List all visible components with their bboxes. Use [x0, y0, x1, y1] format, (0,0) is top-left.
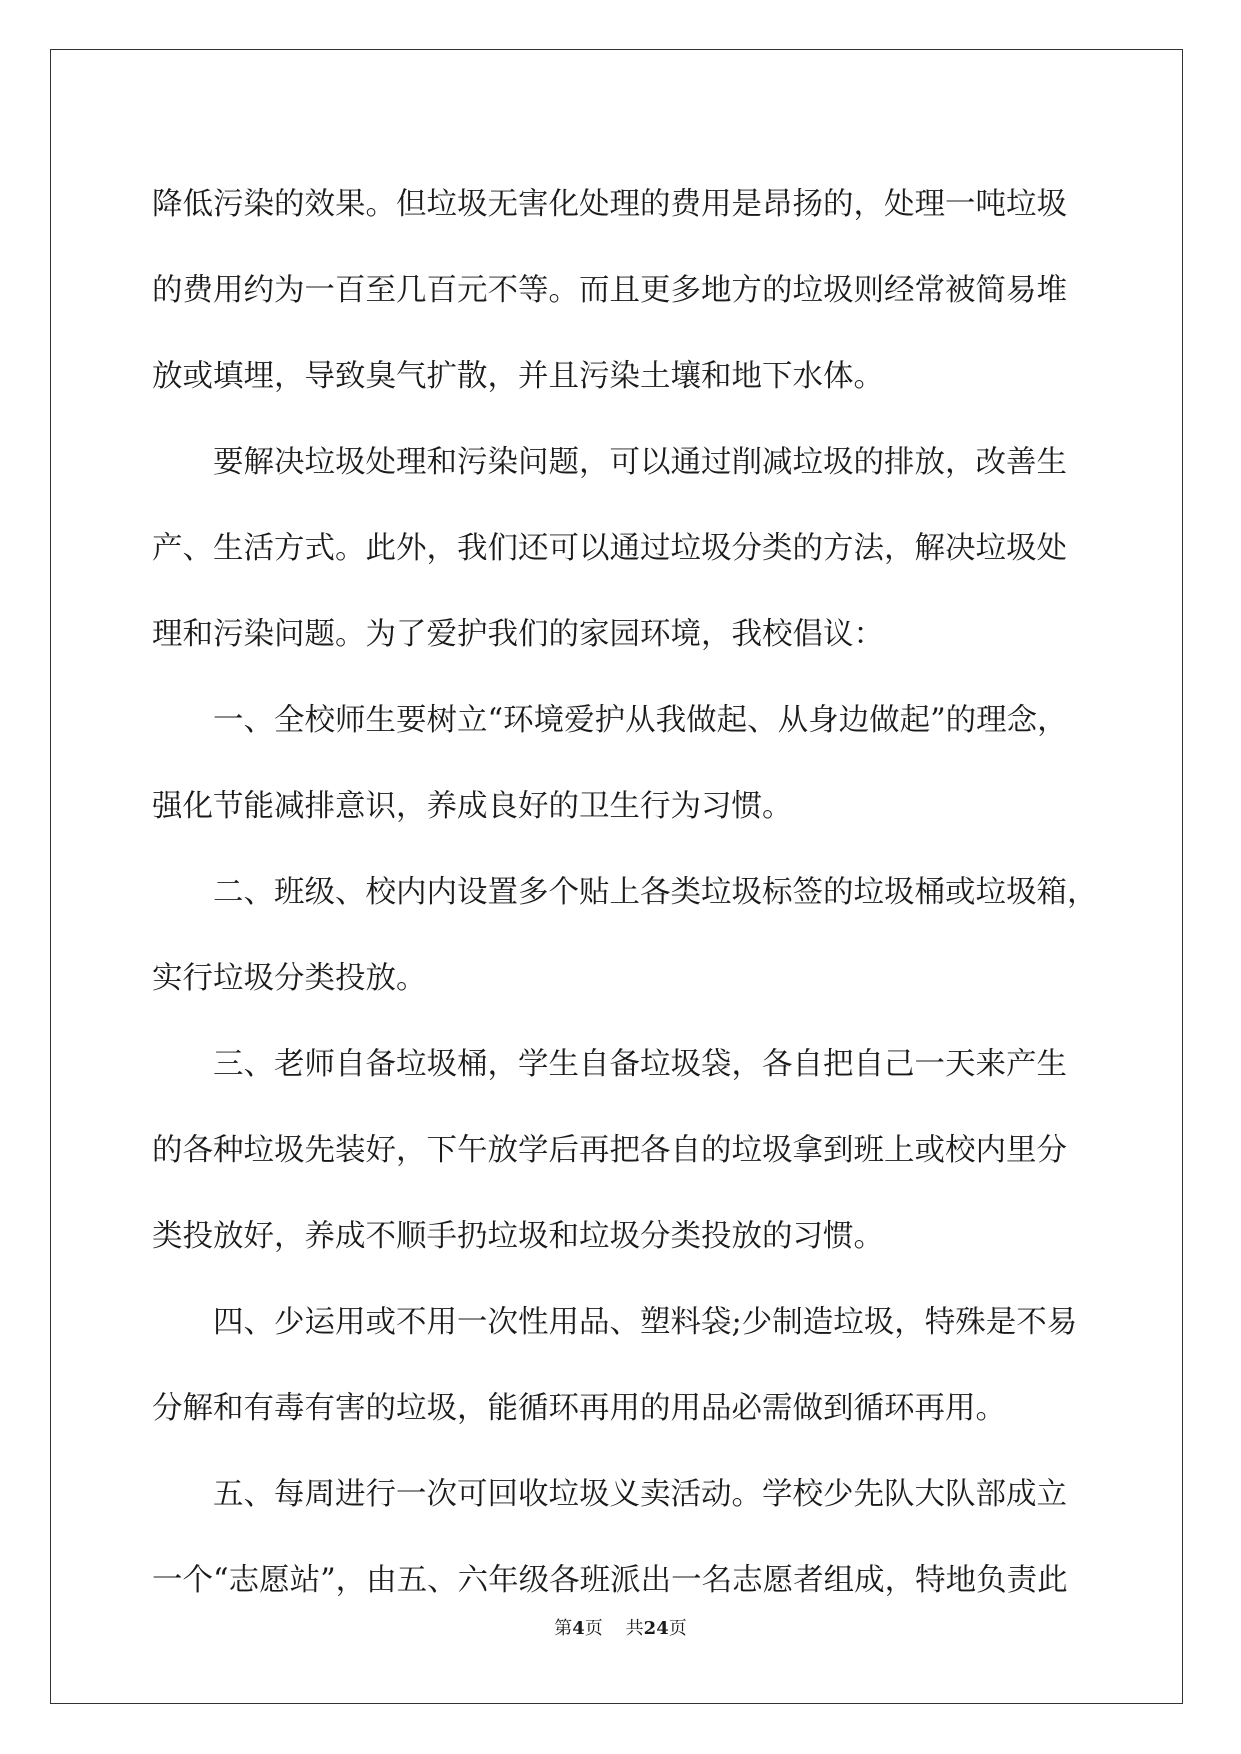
text-line: 强化节能减排意识，养成良好的卫生行为习惯。	[152, 789, 793, 824]
footer-total-suffix: 页	[668, 1618, 687, 1639]
document-body	[152, 162, 1098, 1624]
text-line: 实行垃圾分类投放。	[152, 961, 427, 996]
total-page-count: 24	[643, 1618, 669, 1639]
text-line: 一、全校师生要树立“环境爱护从我做起、从身边做起”的理念，	[213, 703, 1068, 738]
current-page-number: 4	[572, 1618, 585, 1639]
text-line: 分解和有毒有害的垃圾，能循环再用的用品必需做到循环再用。	[152, 1391, 1006, 1426]
text-line: 五、每周进行一次可回收垃圾义卖活动。学校少先队大队部成立	[213, 1477, 1067, 1512]
text-line: 三、老师自备垃圾桶，学生自备垃圾袋，各自把自己一天来产生	[213, 1047, 1067, 1082]
text-line: 的费用约为一百至几百元不等。而且更多地方的垃圾则经常被简易堆	[152, 273, 1067, 308]
text-line: 的各种垃圾先装好，下午放学后再把各自的垃圾拿到班上或校内里分	[152, 1133, 1067, 1168]
text-line: 产、生活方式。此外，我们还可以通过垃圾分类的方法，解决垃圾处	[152, 531, 1067, 566]
text-line: 放或填埋，导致臭气扩散，并且污染土壤和地下水体。	[152, 359, 884, 394]
text-line: 要解决垃圾处理和污染问题，可以通过削减垃圾的排放，改善生	[213, 445, 1067, 480]
footer-page-suffix: 页	[584, 1618, 603, 1639]
page-footer	[0, 1614, 1241, 1640]
text-line: 一个“志愿站”，由五、六年级各班派出一名志愿者组成，特地负责此	[152, 1563, 1068, 1598]
text-line: 类投放好，养成不顺手扔垃圾和垃圾分类投放的习惯。	[152, 1219, 884, 1254]
text-line: 理和污染问题。为了爱护我们的家园环境，我校倡议：	[152, 617, 884, 652]
text-line: 四、少运用或不用一次性用品、塑料袋;少制造垃圾，特殊是不易	[213, 1305, 1078, 1340]
text-line: 降低污染的效果。但垃圾无害化处理的费用是昂扬的，处理一吨垃圾	[152, 187, 1067, 222]
footer-prefix: 第	[554, 1618, 573, 1639]
text-line: 二、班级、校内内设置多个贴上各类垃圾标签的垃圾桶或垃圾箱，	[213, 875, 1098, 910]
footer-total-prefix: 共	[625, 1618, 644, 1639]
